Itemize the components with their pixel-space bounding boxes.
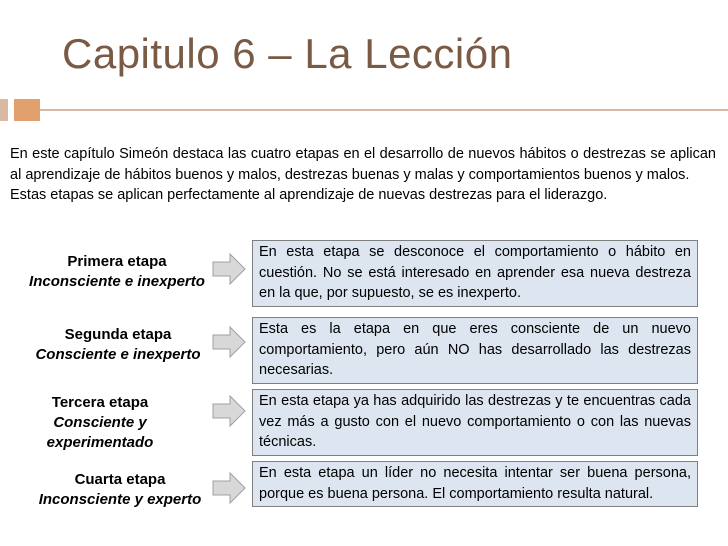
divider-accent-block (14, 99, 40, 121)
intro-text (10, 144, 716, 206)
stage-1-label (14, 252, 220, 292)
slide-title: Capitulo 6 – La Lección (62, 30, 513, 77)
divider-line (40, 109, 728, 111)
stage-2-label (20, 325, 216, 365)
stage-4-arrow-icon (212, 471, 246, 505)
stage-4-desc: Inconsciente y experto (38, 491, 202, 508)
stage-3-name: Tercera etapa (51, 394, 149, 411)
stage-1-arrow-icon (212, 252, 246, 286)
stage-1-desc: Inconsciente e inexperto (29, 273, 205, 290)
stage-4-label (22, 470, 218, 510)
title-divider (0, 99, 728, 121)
stage-2-description-box: Esta es la etapa en que eres consciente de un nuevo comportamiento, pero aún NO has desarrollado las destrezas necesarias. (252, 317, 698, 384)
stage-1-description-box: En esta etapa se desconoce el comportamiento o hábito en cuestión. No se está interesado en aprender esa nueva destreza en la que, por supuesto, se es inexperto. (252, 240, 698, 307)
stage-3-desc: Consciente y experimentado (46, 414, 154, 451)
stage-2-desc: Consciente e inexperto (35, 346, 201, 363)
stage-4-name: Cuarta etapa (74, 471, 166, 488)
stage-3-label (40, 393, 160, 453)
intro-paragraph-2: Estas etapas se aplican perfectamente al aprendizaje de nuevas destrezas para el liderazgo. (10, 187, 608, 203)
stage-3-description-box: En esta etapa ya has adquirido las destrezas y te encuentras cada vez más a gusto con el nuevo comportamiento o con las nuevas técnicas. (252, 389, 698, 456)
intro-paragraph-1: En este capítulo Simeón destaca las cuatro etapas en el desarrollo de nuevos hábitos o destrezas se aplican al aprendizaje de hábitos buenos y malos, destrezas buenas y malas y comportamientos buenos y malos. (10, 146, 716, 183)
stage-3-arrow-icon (212, 394, 246, 428)
stage-2-name: Segunda etapa (64, 326, 172, 343)
stage-1-name: Primera etapa (67, 253, 167, 270)
divider-left-block (0, 99, 8, 121)
stage-2-arrow-icon (212, 325, 246, 359)
stage-4-description-box: En esta etapa un líder no necesita intentar ser buena persona, porque es buena persona. El comportamiento resulta natural. (252, 461, 698, 507)
